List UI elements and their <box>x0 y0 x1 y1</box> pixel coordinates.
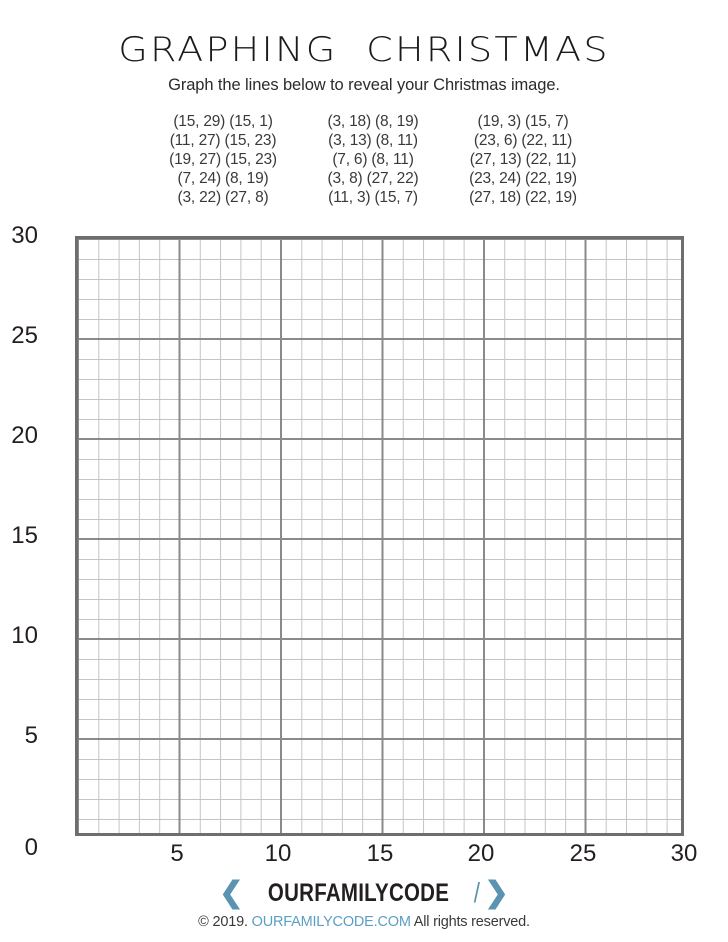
coordinate-column-2 <box>298 112 448 207</box>
chevron-left-icon: ❮ <box>219 876 244 909</box>
x-axis-tick: 10 <box>264 840 292 867</box>
coordinate-row: (27, 13) (22, 11) <box>469 151 577 168</box>
coordinate-graph[interactable] <box>75 236 684 836</box>
coordinate-row: (7, 6) (8, 11) <box>332 151 414 168</box>
coordinate-row: (3, 8) (27, 22) <box>327 170 419 187</box>
coordinate-row: (23, 6) (22, 11) <box>473 132 573 149</box>
coordinate-column-1 <box>148 112 298 207</box>
copyright-suffix: All rights reserved. <box>413 914 530 930</box>
copyright-prefix: © 2019. <box>198 914 248 930</box>
coordinate-column-3 <box>448 112 598 207</box>
x-axis-tick: 15 <box>366 840 394 867</box>
coordinate-row: (3, 22) (27, 8) <box>177 189 269 206</box>
y-axis-tick: 15 <box>11 522 38 549</box>
coordinate-row: (19, 3) (15, 7) <box>477 113 569 130</box>
copyright-line <box>0 914 728 930</box>
coordinate-row: (19, 27) (15, 23) <box>169 151 277 168</box>
y-axis-tick: 25 <box>11 322 38 349</box>
x-axis-tick: 25 <box>569 840 597 867</box>
x-axis-tick: 30 <box>670 840 698 867</box>
y-axis-tick: 30 <box>11 222 38 249</box>
footer <box>0 878 728 930</box>
coordinate-row: (11, 27) (15, 23) <box>169 132 277 149</box>
coordinate-row: (27, 18) (22, 19) <box>469 189 577 206</box>
y-axis-tick: 5 <box>24 722 38 749</box>
chevron-right-icon: ❯ <box>484 876 509 909</box>
page-subtitle: Graph the lines below to reveal your Christmas image. <box>168 76 560 94</box>
y-axis-tick: 10 <box>11 622 38 649</box>
x-axis-tick: 20 <box>467 840 495 867</box>
y-axis-tick: 20 <box>11 422 38 449</box>
slash-icon: / <box>473 877 480 908</box>
y-axis-tick: 0 <box>24 834 38 861</box>
coordinate-row: (15, 29) (15, 1) <box>173 113 273 130</box>
brand-logo[interactable] <box>0 878 728 908</box>
copyright-link[interactable]: OURFAMILYCODE.COM <box>251 914 411 930</box>
page-title: GRAPHING CHRISTMAS <box>118 30 610 70</box>
coordinate-row: (7, 24) (8, 19) <box>177 170 269 187</box>
coordinate-row: (3, 13) (8, 11) <box>328 132 418 149</box>
grid-plot-area[interactable] <box>75 236 684 836</box>
brand-name: OURFAMILYCODE <box>267 878 449 907</box>
coordinate-lists <box>148 112 598 207</box>
coordinate-row: (23, 24) (22, 19) <box>469 170 577 187</box>
x-axis-tick: 5 <box>170 840 184 867</box>
coordinate-row: (11, 3) (15, 7) <box>328 189 418 206</box>
coordinate-row: (3, 18) (8, 19) <box>327 113 419 130</box>
